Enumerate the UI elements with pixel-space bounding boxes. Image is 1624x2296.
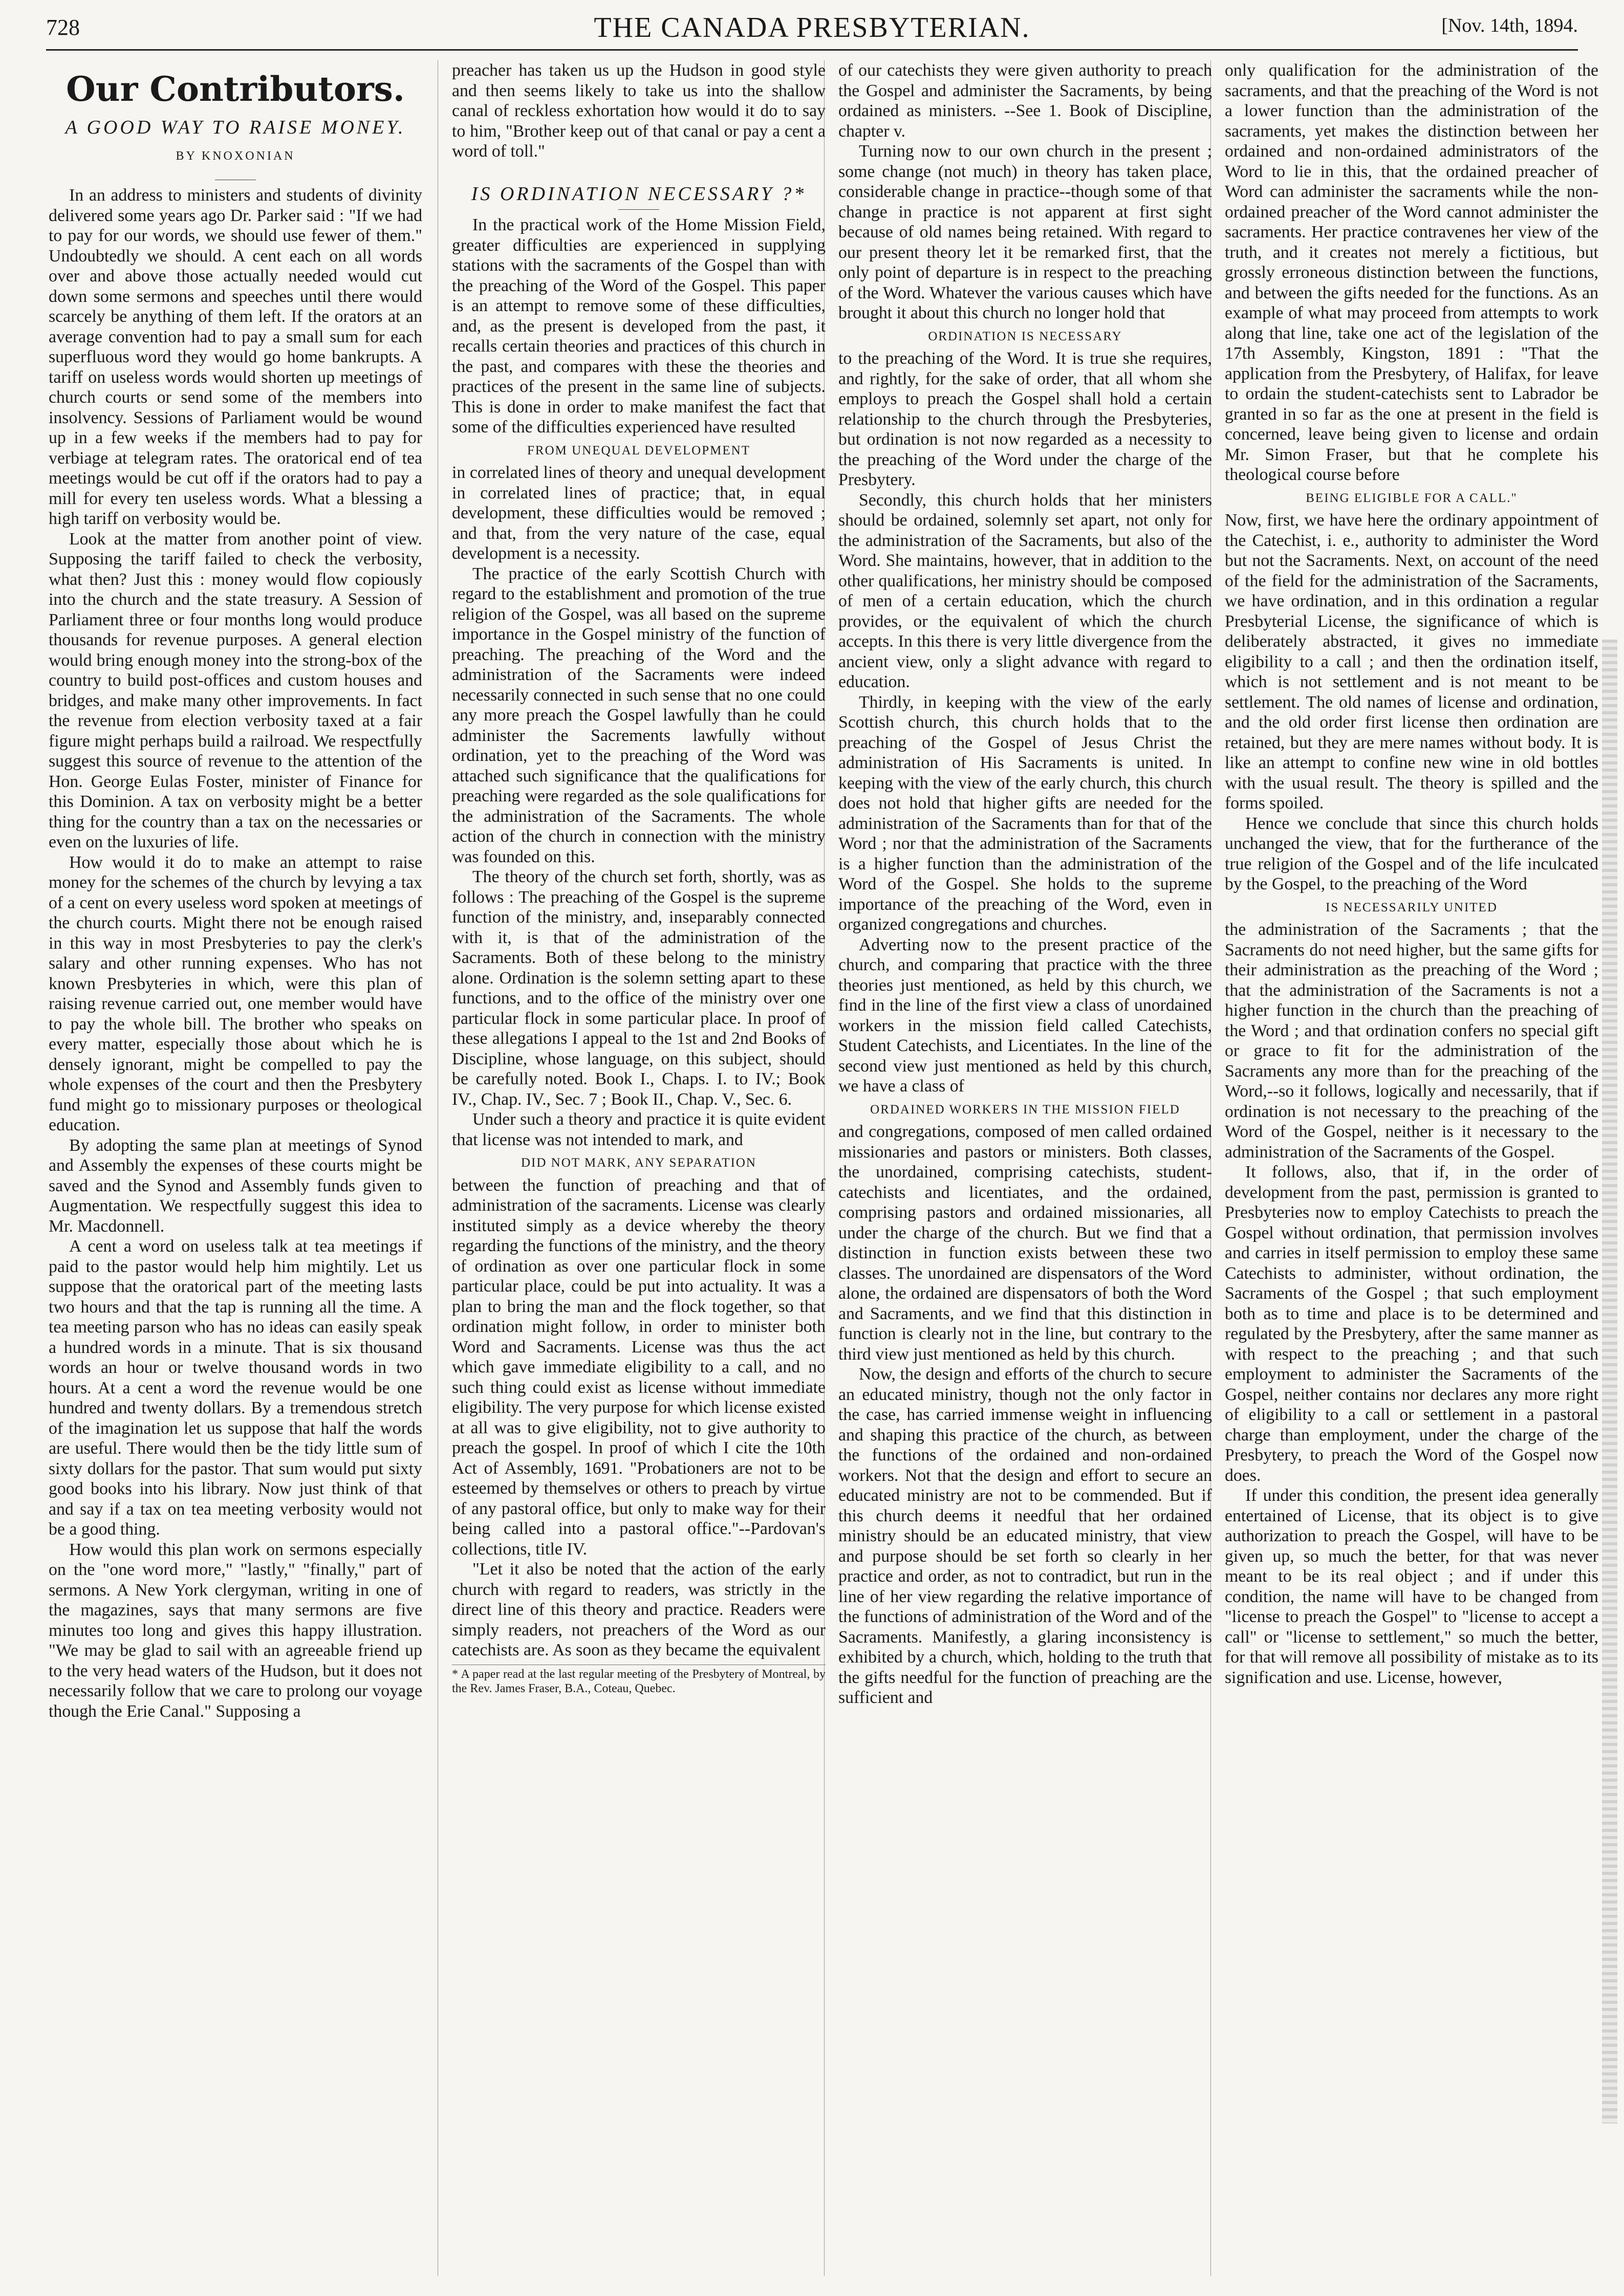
- title-rule: [618, 209, 659, 210]
- paragraph: By adopting the same plan at meetings of Synod and Assembly the expenses of these courts might be saved and the Synod and Assembly funds given to Augmentation. We respectfully suggest this idea to Mr. Macdonnell.: [49, 1135, 422, 1236]
- paragraph: How would this plan work on sermons especially on the "one word more," "lastly," "finally," part of sermons. A New York clergyman, writing in one of the magazines, says that many sermons are five minutes too long and gives this happy illustration. "We may be glad to sail with an agreeable friend up to the very head waters of the Hudson, but it does not necessarily follow that we care to prolong our voyage though the Erie Canal." Supposing a: [49, 1540, 422, 1721]
- article-title: A GOOD WAY TO RAISE MONEY.: [65, 117, 406, 138]
- paragraph: Under such a theory and practice it is quite evident that license was not intended to mark, and: [452, 1110, 826, 1149]
- article-byline: BY KNOXONIAN: [176, 149, 295, 163]
- paragraph: and congregations, composed of men called ordained missionaries and pastors or ministers. Both classes, the unordained, comprising catechists, student-catechists and licentiates, and the ordained, comprising pastors and ordained missionaries, all under the charge of the church. But we find that a distinction in function exists between these two classes. The unordained are dispensators of the Word alone, the ordained are dispensators of both the Word and Sacraments, and we find that this distinction in function is clearly not in the line, but contrary to the third view just mentioned as held by this church.: [838, 1122, 1212, 1364]
- footnote: * A paper read at the last regular meeting of the Presbytery of Montreal, by the Rev. James Fraser, B.A., Coteau, Quebec.: [452, 1665, 826, 1696]
- page-edge-scan-artifact: [1602, 640, 1617, 2124]
- column-1: [49, 60, 422, 2271]
- paragraph: Turning now to our own church in the present ; some change (not much) in theory has taken place, considerable change in practice--though some of that change in practice is not apparent at first sight because of old names being retained. With regard to our present theory let it be remarked first, that the only point of departure is in respect to the preaching of the Word. Whatever the various causes which have brought it about this church no longer hold that: [838, 142, 1212, 322]
- paragraph: Hence we conclude that since this church holds unchanged the view, that for the furtherance of the true religion of the Gospel and of the life inculcated by the Gospel, to the preaching of the Word: [1225, 814, 1598, 893]
- paragraph: In an address to ministers and students of divinity delivered some years ago Dr. Parker said : "If we had to pay for our words, we should use fewer of them." Undoubtedly we should. A cent each on all words over and above those actually needed would cut down some sermons and speeches until there would scarcely be anything of them left. If the orators at an average convention had to pay a small sum for each superfluous word they would go home bankrupts. A tariff on useless words would shorten up meetings of church courts or send some of the members into insolvency. Sessions of Parliament would be wound up in a few weeks if the members had to pay for verbiage at telegram rates. The oratorical end of tea meetings would be cut off if the orators had to pay a mill for every ten useless words. What a blessing a high tariff on verbosity would be.: [49, 186, 422, 528]
- paragraph: of our catechists they were given authority to preach the Gospel and administer the Sacraments, by being ordained as ministers. --See 1. Book of Discipline, chapter v.: [838, 61, 1212, 141]
- paragraph: It follows, also, that if, in the order of development from the past, permission is granted to Presbyteries now to employ Catechists to preach the Gospel without ordination, that permission involves and carries in itself permission to employ these same Catechists to administer, without ordination, the Sacraments of the Gospel ; that such employment both as to time and place is to be determined and regulated by the Presbytery, after the same manner as with respect to the preaching ; and that such employment to administer the Sacraments of the Gospel, neither contains nor declares any more right of eligibility to a call or settlement in a pastoral charge than employment, under the charge of the Presbytery, to preach the Word of the Gospel now does.: [1225, 1163, 1598, 1485]
- subheading: ORDINATION IS NECESSARY: [928, 329, 1122, 343]
- paragraph: If under this condition, the present idea generally entertained of License, that its object is to give authorization to preach the Gospel, will have to be given up, so much the better, for that was never meant to be its real object ; and if under this condition, the name will have to be changed from "license to preach the Gospel" to "license to accept a call" or "license to settlement," so much the better, for that will remove all possibility of mistake as to its signification and use. License, however,: [1225, 1486, 1598, 1687]
- paragraph: only qualification for the administration of the sacraments, and that the preaching of the Word is not a lower function than the administration of the sacraments, yet makes the distinction between her ordained and non-ordained administrators of the Word to lie in this, that the ordained preacher of Word can administer the sacraments while the non-ordained preacher of the Word cannot administer the sacraments. Her practice contravenes her view of the truth, and it creates not merely a fictitious, but grossly erroneous distinction between the functions, and between the gifts needed for the functions. As an example of what may proceed from attempts to work along that line, take one act of the legislation of the 17th Assembly, Kingston, 1891 : "That the application from the Presbytery, of Halifax, for leave to ordain the student-catechists sent to Labrador be granted in so far as the one at present in the field is concerned, leave being given to license and ordain Mr. Simon Fraser, but that he complete his theological course before: [1225, 61, 1598, 484]
- page-header: [46, 11, 1578, 47]
- paragraph: Secondly, this church holds that her ministers should be ordained, solemnly set apart, not only for the administration of the Sacraments, but also of the Word. She maintains, however, that in addition to the other qualifications, her ministry should be composed of men of a certain education, which the church provides, or the equivalent of which the church accepts. In this there is very little divergence from the ancient view, only a slight advance with regard to education.: [838, 490, 1212, 691]
- paragraph: the administration of the Sacraments ; that the Sacraments do not need higher, but the same gifts for their administration as the preaching of the Word ; that the administration of the Sacraments is not a higher function in the church than the preaching of the Word ; and that ordination confers no special gift or grace to fit for the administration of the Sacraments any more than for the preaching of the Word,--so it follows, logically and necessarily, that if ordination is not necessary to the preaching of the Word of the Gospel, neither is it necessary to the administration of the Sacraments of the Gospel.: [1225, 920, 1598, 1162]
- article-title: IS ORDINATION NECESSARY ?*: [471, 183, 807, 205]
- paragraph: A cent a word on useless talk at tea meetings if paid to the pastor would help him mightily. Let us suppose that the oratorical part of the meeting lasts two hours and that the tap is running all the time. A tea meeting parson who has no ideas can easily speak a hundred words in a minute. That is six thousand words an hour or twelve thousand words in two hours. At a cent a word the revenue would be one hundred and twenty dollars. By a tremendous stretch of the imagination let us suppose that half the words are useful. There would then be the tidy little sum of sixty dollars for the pastor. That sum would put sixty good books into his library. Now just think of that and say if a tax on tea meeting verbosity would not be a good thing.: [49, 1237, 422, 1539]
- paragraph: to the preaching of the Word. It is true she requires, and rightly, for the sake of order, that all whom she employs to preach the Gospel shall hold a certain relationship to the church through the Presbyteries, but ordination is not now regarded as a necessity to the preaching of the Word under the charge of the Presbytery.: [838, 349, 1212, 489]
- issue-date: [Nov. 14th, 1894.: [1441, 15, 1578, 36]
- subheading: BEING ELIGIBLE FOR A CALL.": [1306, 491, 1518, 505]
- paragraph: The practice of the early Scottish Church with regard to the establishment and promotion of the true religion of the Gospel, was all based on the supreme importance in the Gospel ministry of the function of preaching. The preaching of the Word and the administration of the Sacraments were indeed necessarily connected in such sense that no one could any more preach the Gospel lawfully than he could administer the Sacrements lawfully without ordination, yet to the preaching of the Word was attached such significance that the qualifications for preaching were regarded as the sole qualifications for the administration of the Sacraments. The whole action of the church in connection with the ministry was founded on this.: [452, 564, 826, 866]
- header-rule: [46, 49, 1578, 51]
- subheading: FROM UNEQUAL DEVELOPMENT: [527, 443, 750, 457]
- page-number: 728: [46, 15, 80, 40]
- paragraph: "Let it also be noted that the action of the early church with regard to readers, was strictly in the direct line of this theory and practice. Readers were simply readers, not preachers of the Word as our catechists are. As soon as they became the equivalent: [452, 1560, 826, 1659]
- publication-title: THE CANADA PRESBYTERIAN.: [594, 12, 1030, 43]
- paragraph: Adverting now to the present practice of the church, and comparing that practice with the three theories just mentioned, as held by this church, we find in the line of the first view a class of unordained workers in the mission field called Catechists, Student Catechists, and Licentiates. In the line of the second view just mentioned as held by this church, we have a class of: [838, 935, 1212, 1096]
- paragraph: How would it do to make an attempt to raise money for the schemes of the church by levying a tax of a cent on every useless word spoken at meetings of the church courts. Might there not be enough raised in this way in most Presbyteries to pay the clerk's salary and other running expenses. Who has not known Presbyteries in which, were this plan of raising revenue carried out, one member would have to pay the whole bill. The brother who speaks on every matter, especially those about which he is densely ignorant, might be compelled to pay the whole expenses of the court and then the Presbytery fund might go to missionary purposes or theological education.: [49, 852, 422, 1134]
- paragraph: Now, the design and efforts of the church to secure an educated ministry, though not the only factor in the case, has carried immense weight in influencing and shaping this practice of the church, as between the functions of the ordained and non-ordained workers. Not that the design and effort to secure an educated ministry are not to be commended. But if this church deems it needful that her ordained ministry should be an educated ministry, that view and purpose should be set forth so clearly in her practice and order, as not to contradict, but run in the line of her view regarding the relative importance of the functions of administration of the Word and of the Sacraments. Manifestly, a glaring inconsistency is exhibited by a church, which, holding to the truth that the gifts needful for the function of preaching are the sufficient and: [838, 1365, 1212, 1707]
- paragraph: between the function of preaching and that of administration of the sacraments. License was clearly instituted simply as a device whereby the theory regarding the functions of the ministry, and the theory of ordination as over one particular flock in some particular place, could be put into actuality. It was a plan to bring the man and the flock together, so that ordination might follow, in order to minister both Word and Sacraments. License was thus the act which gave immediate eligibility to a call, and no such thing could exist as license without immediate eligibility. The very purpose for which license existed at all was to give eligibility, not to give authority to preach the gospel. In proof of which I cite the 10th Act of Assembly, 1691. "Probationers are not to be esteemed by themselves or others to preach by virtue of any pastoral office, but only to make way for their being called into a pastoral office."--Pardovan's collections, title IV.: [452, 1175, 826, 1559]
- paragraph: The theory of the church set forth, shortly, was as follows : The preaching of the Gospel is the supreme function of the ministry, and, inseparably connected with it, is that of the administration of the Sacraments. Both of these belong to the ministry alone. Ordination is the solemn setting apart to these functions, and to the office of the ministry over one particular flock in some particular place. In proof of these allegations I appeal to the 1st and 2nd Books of Discipline, whose language, on this subject, should be carefully noted. Book I., Chaps. I. to IV.; Book IV., Chap. IV., Sec. 7 ; Book II., Chap. V., Sec. 6.: [452, 867, 826, 1109]
- column-2: [452, 60, 826, 2271]
- subheading: ORDAINED WORKERS IN THE MISSION FIELD: [870, 1102, 1180, 1117]
- paragraph: preacher has taken us up the Hudson in good style and then seems likely to take us into the shallow canal of reckless exhortation how would it do to say to him, "Brother keep out of that canal or pay a cent a word of toll.": [452, 61, 826, 161]
- column-4: [1225, 60, 1598, 2271]
- subheading: IS NECESSARILY UNITED: [1326, 900, 1498, 914]
- paragraph: in correlated lines of theory and unequal development in correlated lines of practice; that, in equal development, these difficulties would be removed ; and that, from the very nature of the case, equal development is a necessity.: [452, 463, 826, 563]
- paragraph: In the practical work of the Home Mission Field, greater difficulties are experienced in supplying stations with the sacraments of the Gospel than with the preaching of the Word of the Gospel. This paper is an attempt to remove some of these difficulties, and, as the present is developed from the past, it recalls certain theories and practices of this church in the past, and compares with these the theories and practices of the present in the same line of subjects. This is done in order to make manifest the fact that some of the difficulties experienced have resulted: [452, 215, 826, 436]
- section-title: Our Contributors.: [66, 69, 405, 109]
- subheading: DID NOT MARK, ANY SEPARATION: [521, 1156, 756, 1170]
- paragraph: Look at the matter from another point of view. Supposing the tariff failed to check the verbosity, what then? Just this : money would flow copiously into the church and the state treasury. A Session of Parliament three or four months long would produce thousands for revenue purposes. A general election would bring enough money into the strong-box of the country to build post-offices and custom houses and bridges, and make many other improvements. In fact the revenue from election verbosity taxed at a fair figure might perhaps build a railroad. We respectfully suggest this source of revenue to the attention of the Hon. George Eulas Foster, minister of Finance for this Dominion. A tax on verbosity might be a better thing for the country than a tax on the necessaries or even on the luxuries of life.: [49, 529, 422, 851]
- column-3: [838, 60, 1212, 2271]
- paragraph: Thirdly, in keeping with the view of the early Scottish church, this church holds that to the preaching of the Gospel of Jesus Christ the administration of His Sacraments is united. In keeping with the view of the early church, this church does not hold that higher gifts are needed for the administration of the Sacraments than for that of the Word ; nor that the administration of the Sacraments is a higher function than the administration of the Word of the Gospel. She holds to the supreme importance of the preaching of the Word, even in organized congregations and churches.: [838, 692, 1212, 934]
- paragraph: Now, first, we have here the ordinary appointment of the Catechist, i. e., authority to administer the Word but not the Sacraments. Next, on account of the need of the field for the administration of the Sacraments, we have ordination, and in this ordination a regular Presbyterial License, the significance of which is deliberately abstracted, it gives no immediate eligibility to a call ; and then the ordination itself, which is not settlement and is not meant to be settlement. The old names of license and ordination, and the old order first license then ordination are retained, but they are mere names without body. It is like an attempt to confine new wine in old bottles with the usual result. The theory is spilled and the forms spoiled.: [1225, 511, 1598, 813]
